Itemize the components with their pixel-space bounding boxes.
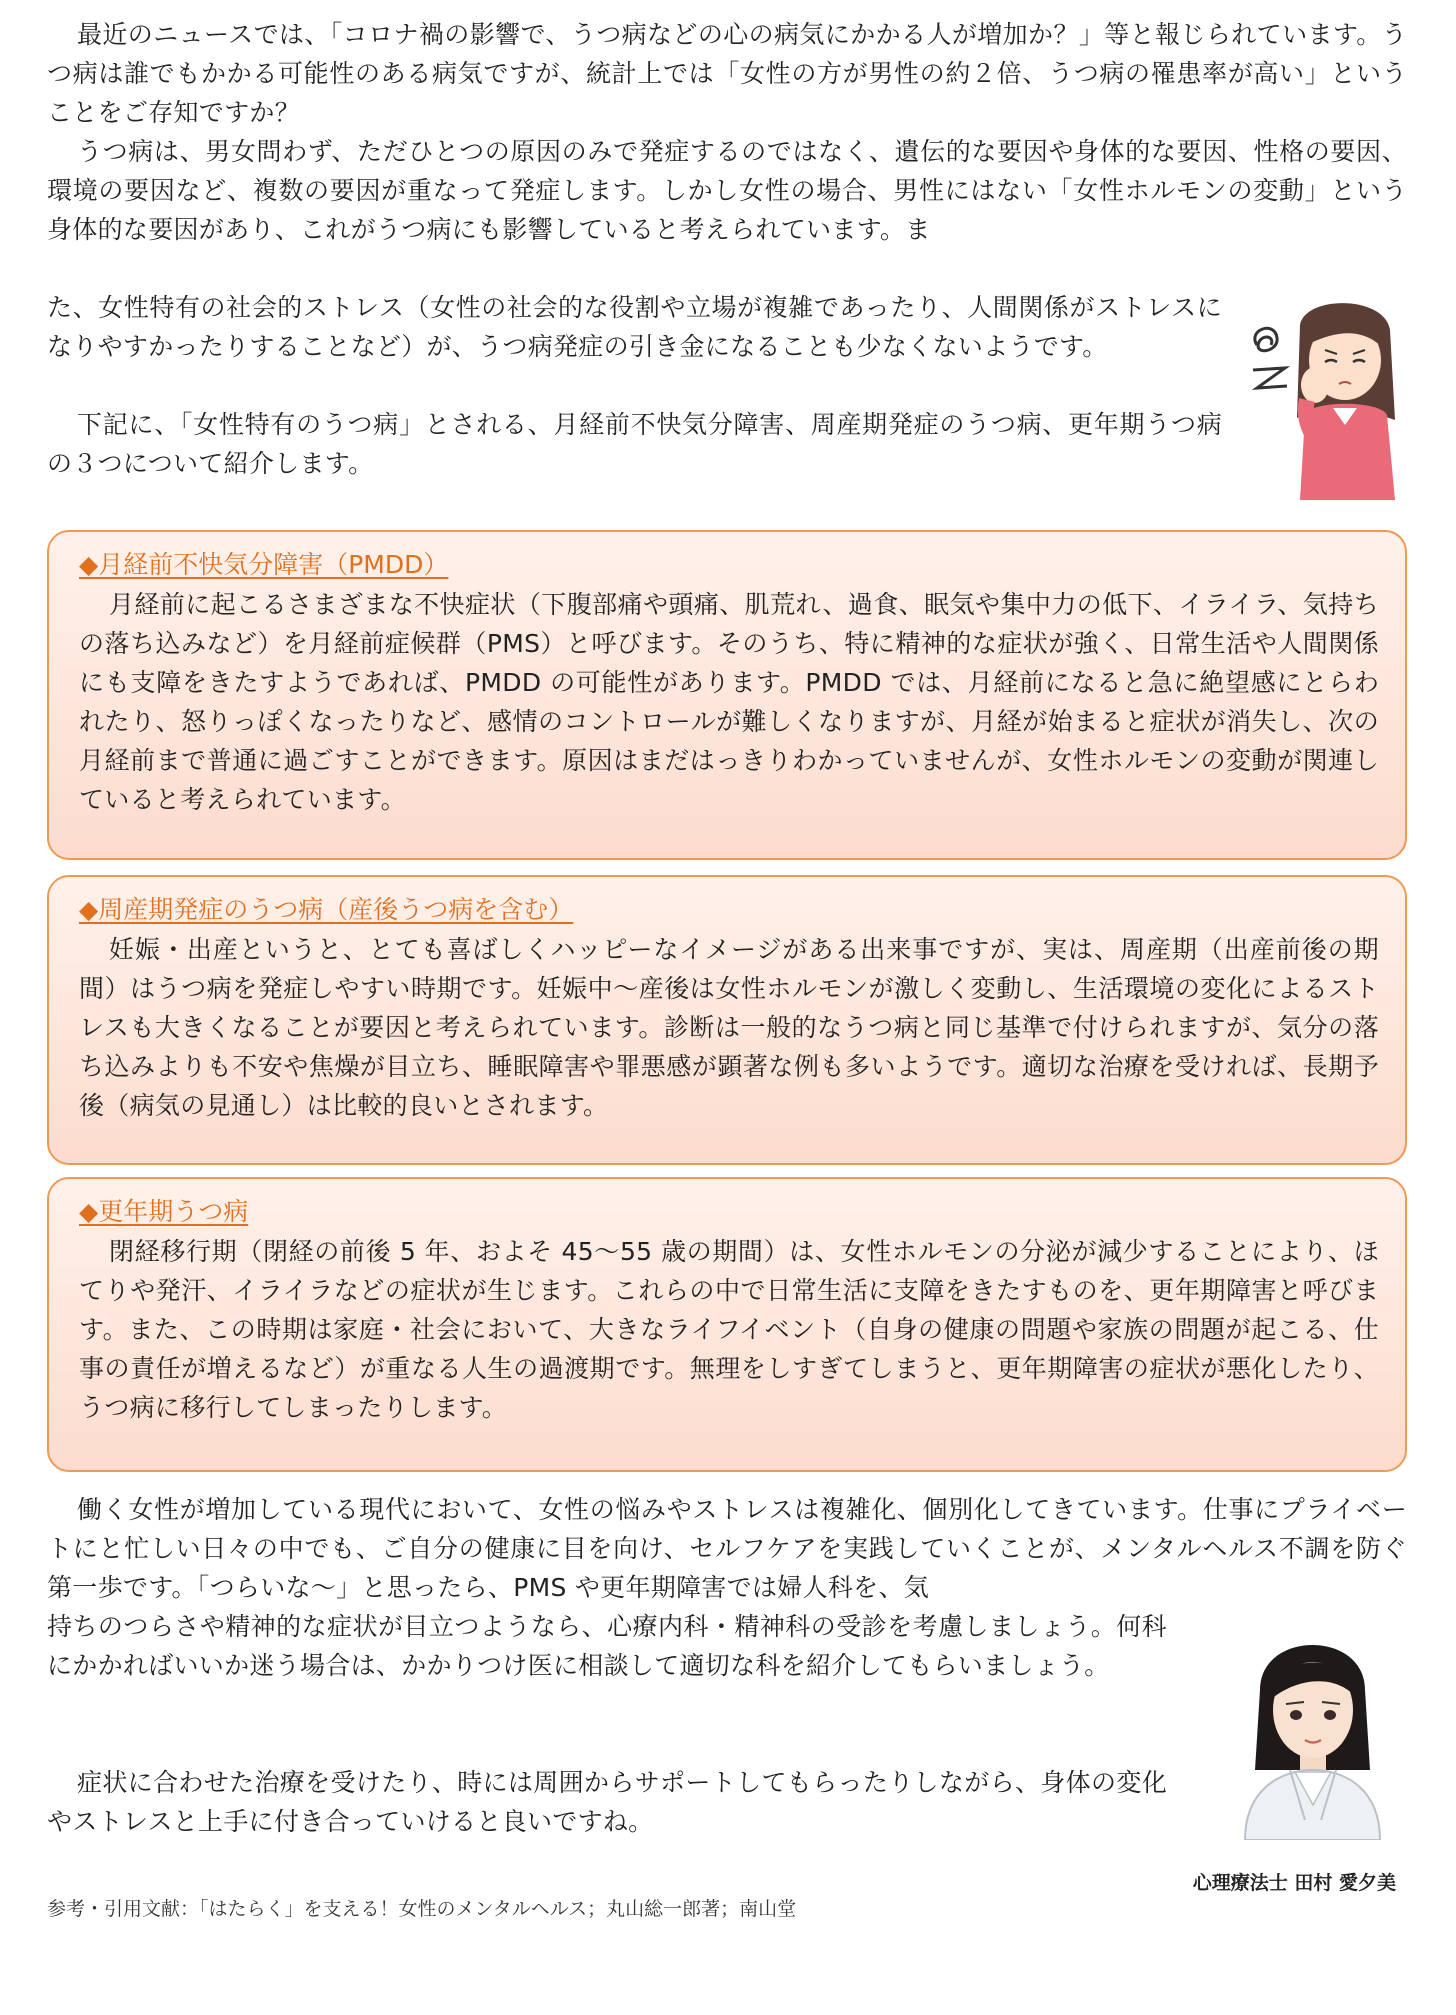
pmdd-section (47, 530, 1407, 860)
perinatal-depression-title: ◆周産期発症のうつ病（産後うつ病を含む） (79, 895, 574, 924)
perinatal-depression-body: 妊娠・出産というと、とても喜ばしくハッピーなイメージがある出来事ですが、実は、周産期（出産前後の期間）はうつ病を発症しやすい時期です。妊娠中～産後は女性ホルモンが激しく変動し、生活環境の変化によるストレスも大きくなることが要因と考えられています。診断は一般的なうつ病と同じ基準で付けられますが、気分の落ち込みよりも不安や焦燥が目立ち、睡眠障害や罪悪感が顕著な例も多いようです。適切な治療を受ければ、長期予後（病気の見通し）は比較的良いとされます。 (79, 935, 1379, 1120)
perinatal-depression-section (47, 875, 1407, 1165)
closing-paragraph-2: 症状に合わせた治療を受けたり、時には周囲からサポートしてもらったりしながら、身体の変化やストレスと上手に付き合っていけると良いですね。 (47, 1768, 1167, 1836)
intro-paragraph-1: 最近のニュースでは、「コロナ禍の影響で、うつ病などの心の病気にかかる人が増加か？」等と報じられています。うつ病は誰でもかかる可能性のある病気ですが、統計上では「女性の方が男性の約２倍、うつ病の罹患率が高い」ということをご存知ですか？ (47, 20, 1407, 127)
therapist-portrait-illustration (1220, 1620, 1405, 1840)
menopause-depression-body: 閉経移行期（閉経の前後 5 年、およそ 45～55 歳の期間）は、女性ホルモンの分泌が減少することにより、ほてりや発汗、イライラなどの症状が生じます。これらの中で日常生活に支障をきたすものを、更年期障害と呼びます。また、この時期は家庭・社会において、大きなライフイベント（自身の健康の問題や家族の問題が起こる、仕事の責任が増えるなど）が重なる人生の過渡期です。無理をしすぎてしまうと、更年期障害の症状が悪化したり、うつ病に移行してしまったりします。 (79, 1237, 1379, 1422)
pmdd-title: ◆月経前不快気分障害（PMDD） (79, 550, 449, 579)
author-signature: 心理療法士 田村 愛夕美 (1192, 1872, 1396, 1894)
closing-paragraph-1-wrap: 持ちのつらさや精神的な症状が目立つようなら、心療内科・精神科の受診を考慮しましょう。何科にかかればいいか迷う場合は、かかりつけ医に相談して適切な科を紹介してもらいましょう。 (47, 1612, 1167, 1680)
intro-paragraph-2-full: うつ病は、男女問わず、ただひとつの原因のみで発症するのではなく、遺伝的な要因や身体的な要因、性格の要因、環境の要因など、複数の要因が重なって発症します。しかし女性の場合、男性にはない「女性ホルモンの変動」という身体的な要因があり、これがうつ病にも影響していると考えられています。ま (47, 137, 1407, 244)
reference-citation: 参考・引用文献：「はたらく」を支える！女性のメンタルヘルス；丸山総一郎著；南山堂 (47, 1898, 797, 1920)
menopause-depression-section (47, 1177, 1407, 1472)
worried-woman-illustration (1245, 290, 1415, 500)
closing-paragraph-1-full: 働く女性が増加している現代において、女性の悩みやストレスは複雑化、個別化してきています。仕事にプライベートにと忙しい日々の中でも、ご自分の健康に目を向け、セルフケアを実践していくことが、メンタルヘルス不調を防ぐ第一歩です。「つらいな～」と思ったら、PMS や更年期障害では婦人科を、気 (47, 1495, 1407, 1602)
intro-paragraph-3: 下記に、「女性特有のうつ病」とされる、月経前不快気分障害、周産期発症のうつ病、更年期うつ病の３つについて紹介します。 (47, 410, 1222, 478)
intro-paragraph-2-wrap: た、女性特有の社会的ストレス（女性の社会的な役割や立場が複雑であったり、人間関係がストレスになりやすかったりすることなど）が、うつ病発症の引き金になることも少なくないようです。 (47, 293, 1222, 361)
pmdd-body: 月経前に起こるさまざまな不快症状（下腹部痛や頭痛、肌荒れ、過食、眠気や集中力の低下、イライラ、気持ちの落ち込みなど）を月経前症候群（PMS）と呼びます。そのうち、特に精神的な症状が強く、日常生活や人間関係にも支障をきたすようであれば、PMDD の可能性があります。PMDD では、月経前になると急に絶望感にとらわれたり、怒りっぽくなったりなど、感情のコントロールが難しくなりますが、月経が始まると症状が消失し、次の月経前まで普通に過ごすことができます。原因はまだはっきりわかっていませんが、女性ホルモンの変動が関連していると考えられています。 (79, 590, 1379, 814)
menopause-depression-title: ◆更年期うつ病 (79, 1197, 249, 1226)
